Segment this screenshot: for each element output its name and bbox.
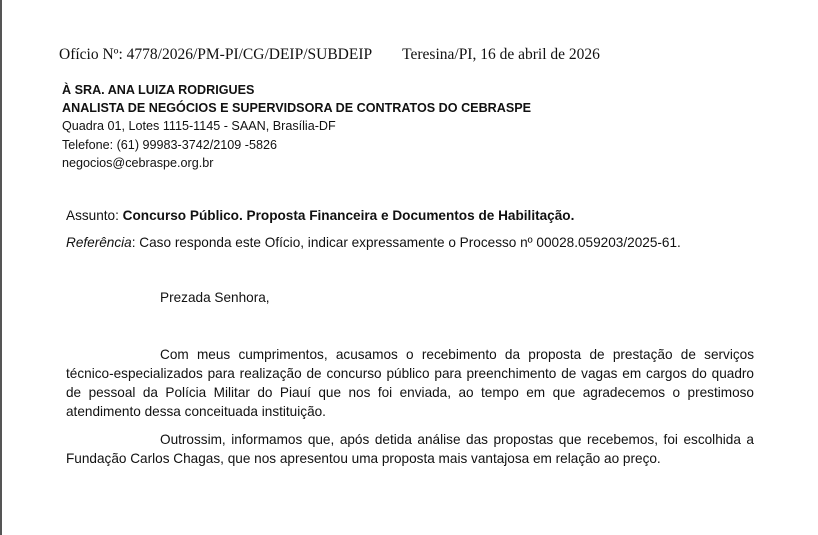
reference-line bbox=[66, 235, 681, 250]
oficio-header bbox=[59, 46, 600, 64]
body-paragraph-1: Com meus cumprimentos, acusamos o recebimento da proposta de prestação de serviços técnico-especializados para realização de concurso público para preenchimento de vagas em cargos do quadro de pessoal da Polícia Militar do Piauí que nos foi enviada, ao tempo em que agradecemos o prestimoso atendimento dessa conceituada instituição. bbox=[66, 347, 754, 419]
recipient-phone: Telefone: (61) 99983-3742/2109 -5826 bbox=[62, 137, 277, 152]
subject-text: Concurso Público. Proposta Financeira e Documentos de Habilitação. bbox=[122, 208, 575, 223]
salutation: Prezada Senhora, bbox=[160, 290, 270, 305]
recipient-block bbox=[62, 81, 531, 172]
oficio-number: Ofício Nº: 4778/2026/PM-PI/CG/DEIP/SUBDEIP bbox=[59, 46, 373, 63]
page-left-border bbox=[0, 0, 2, 535]
recipient-address: Quadra 01, Lotes 1115-1145 - SAAN, Brasília-DF bbox=[62, 119, 336, 134]
body-paragraph-2: Outrossim, informamos que, após detida análise das propostas que recebemos, foi escolhida a Fundação Carlos Chagas, que nos apresentou uma proposta mais vantajosa em relação ao preço. bbox=[66, 432, 754, 466]
subject-line bbox=[66, 208, 574, 223]
reference-label: Referência bbox=[66, 235, 132, 250]
recipient-name: À SRA. ANA LUIZA RODRIGUES bbox=[62, 83, 255, 97]
reference-text: : Caso responda este Ofício, indicar expressamente o Processo nº 00028.059203/2025-61. bbox=[131, 235, 681, 250]
city-date: Teresina/PI, 16 de abril de 2026 bbox=[402, 46, 600, 63]
recipient-email: negocios@cebraspe.org.br bbox=[62, 155, 214, 170]
recipient-role: ANALISTA DE NEGÓCIOS E SUPERVIDSORA DE CONTRATOS DO CEBRASPE bbox=[62, 101, 532, 116]
subject-label: Assunto: bbox=[66, 208, 123, 223]
